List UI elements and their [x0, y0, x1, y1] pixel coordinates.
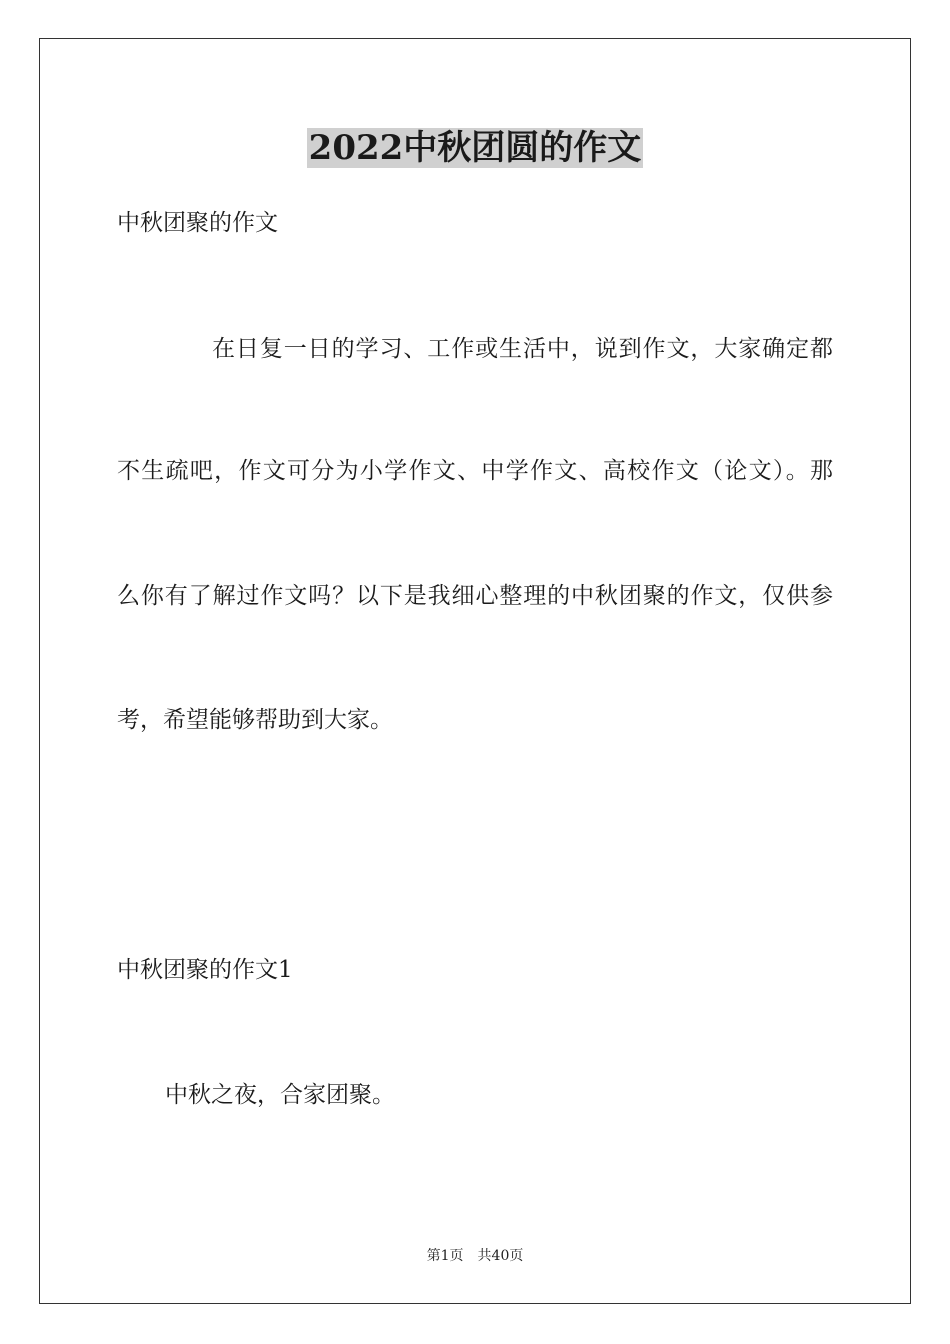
- document-title: [0, 126, 950, 170]
- page-footer: [0, 1246, 950, 1266]
- intro-line-3: 么你有了解过作文吗？以下是我细心整理的中秋团聚的作文，仅供参: [117, 583, 833, 609]
- intro-line-1: 在日复一日的学习、工作或生活中，说到作文，大家确定都: [212, 336, 833, 362]
- page-number-info: 第1页 共40页: [426, 1248, 524, 1264]
- section-heading: 中秋团聚的作文1: [117, 957, 293, 983]
- section-first-line: 中秋之夜，合家团聚。: [165, 1082, 395, 1108]
- intro-line-4: 考，希望能够帮助到大家。: [117, 707, 393, 733]
- intro-line-2: 不生疏吧，作文可分为小学作文、中学作文、高校作文（论文）。那: [117, 458, 833, 484]
- document-subtitle: 中秋团聚的作文: [117, 210, 278, 236]
- document-title-text: 2022中秋团圆的作文: [308, 128, 642, 168]
